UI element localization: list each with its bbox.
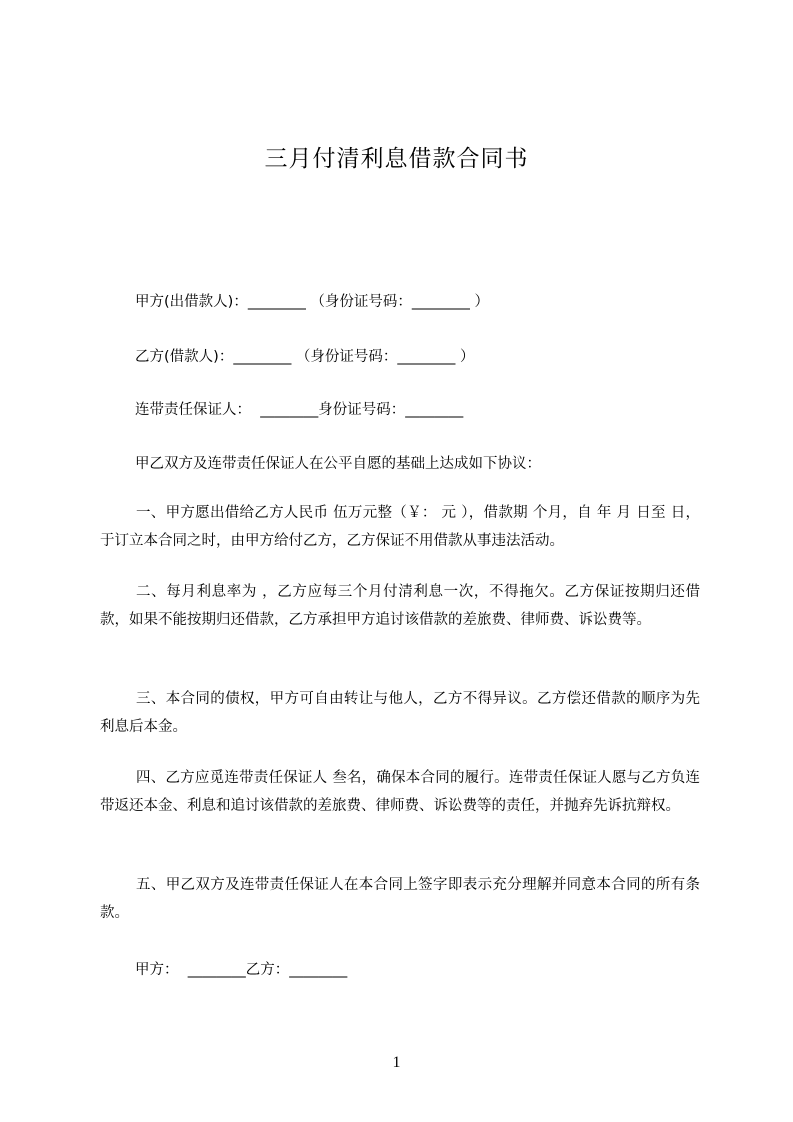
clause-1: 一、甲方愿出借给乙方人民币 伍万元整（￥： 元 ），借款期 个月，自 年 月 日至 日，于订立本合同之时，由甲方给付乙方，乙方保证不用借款从事违法活动。 — [100, 505, 700, 549]
intro-paragraph: 甲乙双方及连带责任保证人在公平自愿的基础上达成如下协议： — [135, 456, 541, 472]
document-title: 三月付清利息借款合同书 — [264, 146, 529, 172]
clause-5: 五、甲乙双方及连带责任保证人在本合同上签字即表示充分理解并同意本合同的所有条款。 — [100, 877, 700, 921]
page-number: 1 — [392, 1054, 401, 1071]
party-a-line: 甲方(出借款人)：________ （身份证号码：________ ） — [135, 294, 490, 310]
signature-line: 甲方： ________乙方：________ — [135, 962, 348, 978]
clause-3: 三、本合同的债权，甲方可自由转让与他人，乙方不得异议。乙方偿还借款的顺序为先利息后本金。 — [100, 691, 700, 735]
guarantor-line: 连带责任保证人： ________身份证号码：________ — [135, 402, 464, 418]
party-b-line: 乙方(借款人)：________ （身份证号码：________ ） — [135, 349, 475, 365]
clause-2: 二、每月利息率为 ，乙方应每三个月付清利息一次，不得拖欠。乙方保证按期归还借款，如果不能按期归还借款，乙方承担甲方追讨该借款的差旅费、律师费、诉讼费等。 — [100, 584, 700, 628]
clause-4: 四、乙方应觅连带责任保证人 叁名，确保本合同的履行。连带责任保证人愿与乙方负连带返还本金、利息和追讨该借款的差旅费、律师费、诉讼费等的责任，并抛弃先诉抗辩权。 — [100, 770, 700, 814]
